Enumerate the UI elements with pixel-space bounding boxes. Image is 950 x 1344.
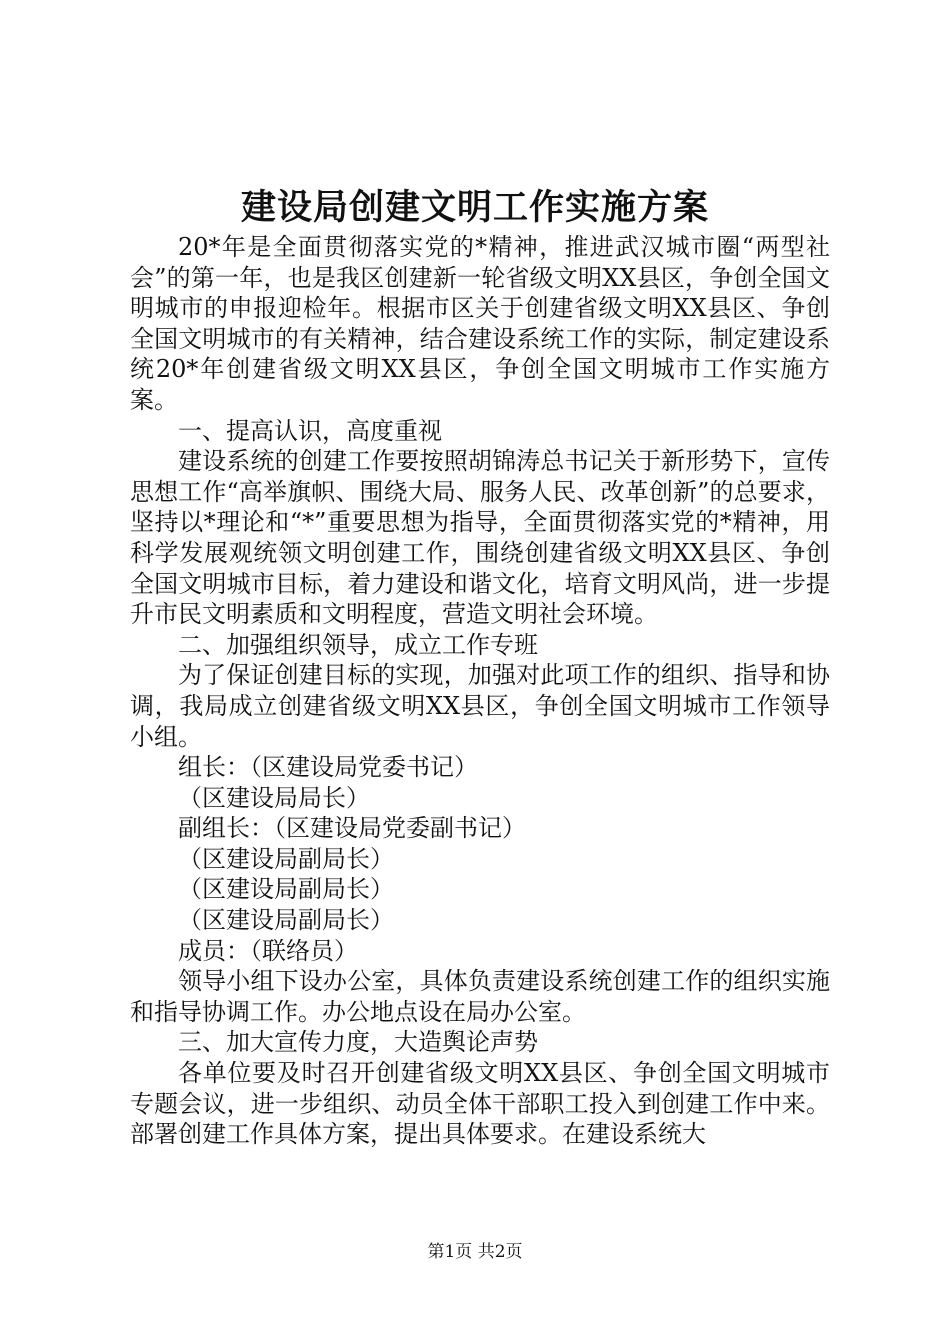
member-line-deputy-3: （区建设局副局长） [178,875,394,904]
paragraph-section-2: 为了保证创建目标的实现，加强对此项工作的组织、指导和协调，我局成立创建省级文明XX县区，争创全国文明城市工作领导小组。 [130,661,830,751]
member-line-deputy-2: （区建设局副局长） [178,844,394,873]
member-line-deputy-4: （区建设局副局长） [178,906,394,935]
document-title: 建设局创建文明工作实施方案 [240,187,709,228]
section-heading-2: 二、加强组织领导，成立工作专班 [178,630,538,659]
paragraph-section-3: 各单位要及时召开创建省级文明XX县区、争创全国文明城市专题会议，进一步组织、动员全体干部职工投入到创建工作中来。部署创建工作具体方案，提出具体要求。在建设系统大 [130,1059,830,1149]
paragraph-intro: 20*年是全面贯彻落实党的*精神，推进武汉城市圈“两型社会”的第一年，也是我区创建新一轮省级文明XX县区，争创全国文明城市的申报迎检年。根据市区关于创建省级文明XX县区、争创全国文明城市的有关精神，结合建设系统工作的实际，制定建设系统20*年创建省级文明XX县区，争创全国文明城市工作实施方案。 [130,233,830,414]
paragraph-office: 领导小组下设办公室，具体负责建设系统创建工作的组织实施和指导协调工作。办公地点设在局办公室。 [130,967,830,1026]
member-line-deputy: 副组长：（区建设局党委副书记） [178,814,526,843]
paragraph-section-1: 建设系统的创建工作要按照胡锦涛总书记关于新形势下，宣传思想工作“高举旗帜、围绕大局、服务人民、改革创新”的总要求，坚持以*理论和“*”重要思想为指导，全面贯彻落实党的*精神，用科学发展观统领文明创建工作，围绕创建省级文明XX县区、争创全国文明城市目标，着力建设和谐文化，培育文明风尚，进一步提升市民文明素质和文明程度，营造文明社会环境。 [130,447,830,629]
document-body [130,232,830,1150]
member-line-members: 成员：（联络员） [178,936,358,965]
member-line-leader-2: （区建设局局长） [178,783,370,812]
section-heading-3: 三、加大宣传力度，大造舆论声势 [178,1028,538,1057]
page-number-footer: 第1页 共2页 [427,1242,523,1262]
section-heading-1: 一、提高认识，高度重视 [178,416,442,445]
member-line-leader: 组长：（区建设局党委书记） [178,753,478,782]
